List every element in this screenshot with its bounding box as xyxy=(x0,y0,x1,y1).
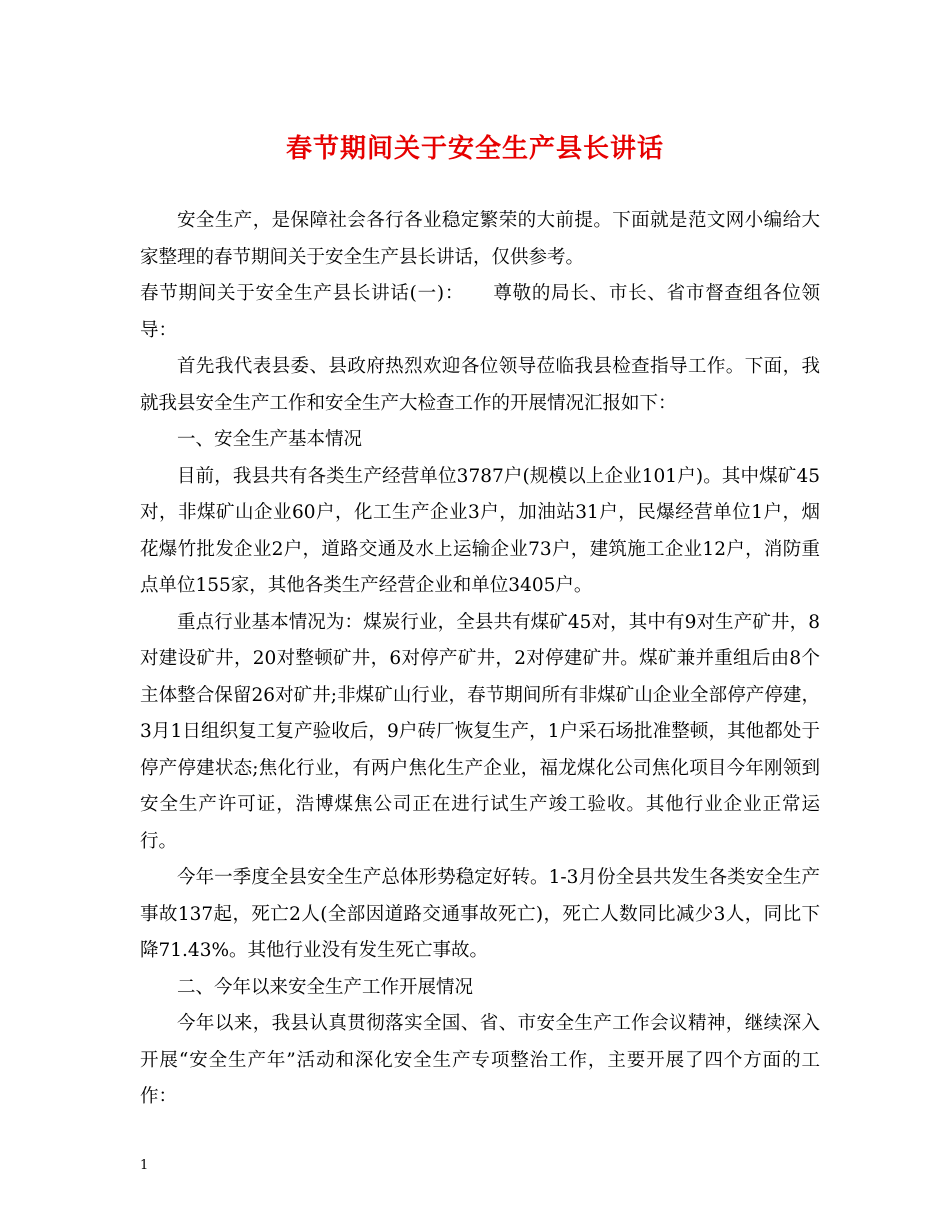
enterprise-stats-paragraph: 目前，我县共有各类生产经营单位3787户(规模以上企业101户)。其中煤矿45对，非煤矿山企业60户，化工生产企业3户，加油站31户，民爆经营单位1户，烟花爆竹批发企业2户，道路交通及水上运输企业73户，建筑施工企业12户，消防重点单位155家，其他各类生产经营企业和单位3405户。 xyxy=(140,465,820,596)
section-heading-2: 二、今年以来安全生产工作开展情况 xyxy=(177,976,474,998)
page-number: 1 xyxy=(140,1158,149,1173)
speech-heading-paragraph: 春节期间关于安全生产县长讲话(一)： 尊敬的局长、市长、省市督查组各位领导： xyxy=(140,283,820,341)
key-industries-paragraph: 重点行业基本情况为：煤炭行业，全县共有煤矿45对，其中有9对生产矿井，8对建设矿井，20对整顿矿井，6对停产矿井，2对停建矿井。煤矿兼并重组后由8个主体整合保留26对矿井;非煤矿山行业，春节期间所有非煤矿山企业全部停产停建，3月1日组织复工复产验收后，9户砖厂恢复生产，1户采石场批准整顿，其他都处于停产停建状态;焦化行业，有两户焦化生产企业，福龙煤化公司焦化项目今年刚领到安全生产许可证，浩博煤焦公司正在进行试生产竣工验收。其他行业企业正常运行。 xyxy=(140,611,820,852)
intro-paragraph: 安全生产，是保障社会各行各业稳定繁荣的大前提。下面就是范文网小编给大家整理的春节期间关于安全生产县长讲话，仅供参考。 xyxy=(140,210,820,268)
document-body xyxy=(140,203,820,1116)
work-overview-paragraph: 今年以来，我县认真贯彻落实全国、省、市安全生产工作会议精神，继续深入开展“安全生产年”活动和深化安全生产专项整治工作，主要开展了四个方面的工作： xyxy=(140,1013,820,1107)
document-title: 春节期间关于安全生产县长讲话 xyxy=(285,134,664,164)
q1-safety-paragraph: 今年一季度全县安全生产总体形势稳定好转。1-3月份全县共发生各类安全生产事故137起，死亡2人(全部因道路交通事故死亡)，死亡人数同比减少3人，同比下降71.43%。其他行业没有发生死亡事故。 xyxy=(140,867,820,961)
welcome-paragraph: 首先我代表县委、县政府热烈欢迎各位领导莅临我县检查指导工作。下面，我就我县安全生产工作和安全生产大检查工作的开展情况汇报如下： xyxy=(140,356,820,414)
section-heading-1: 一、安全生产基本情况 xyxy=(177,429,363,450)
